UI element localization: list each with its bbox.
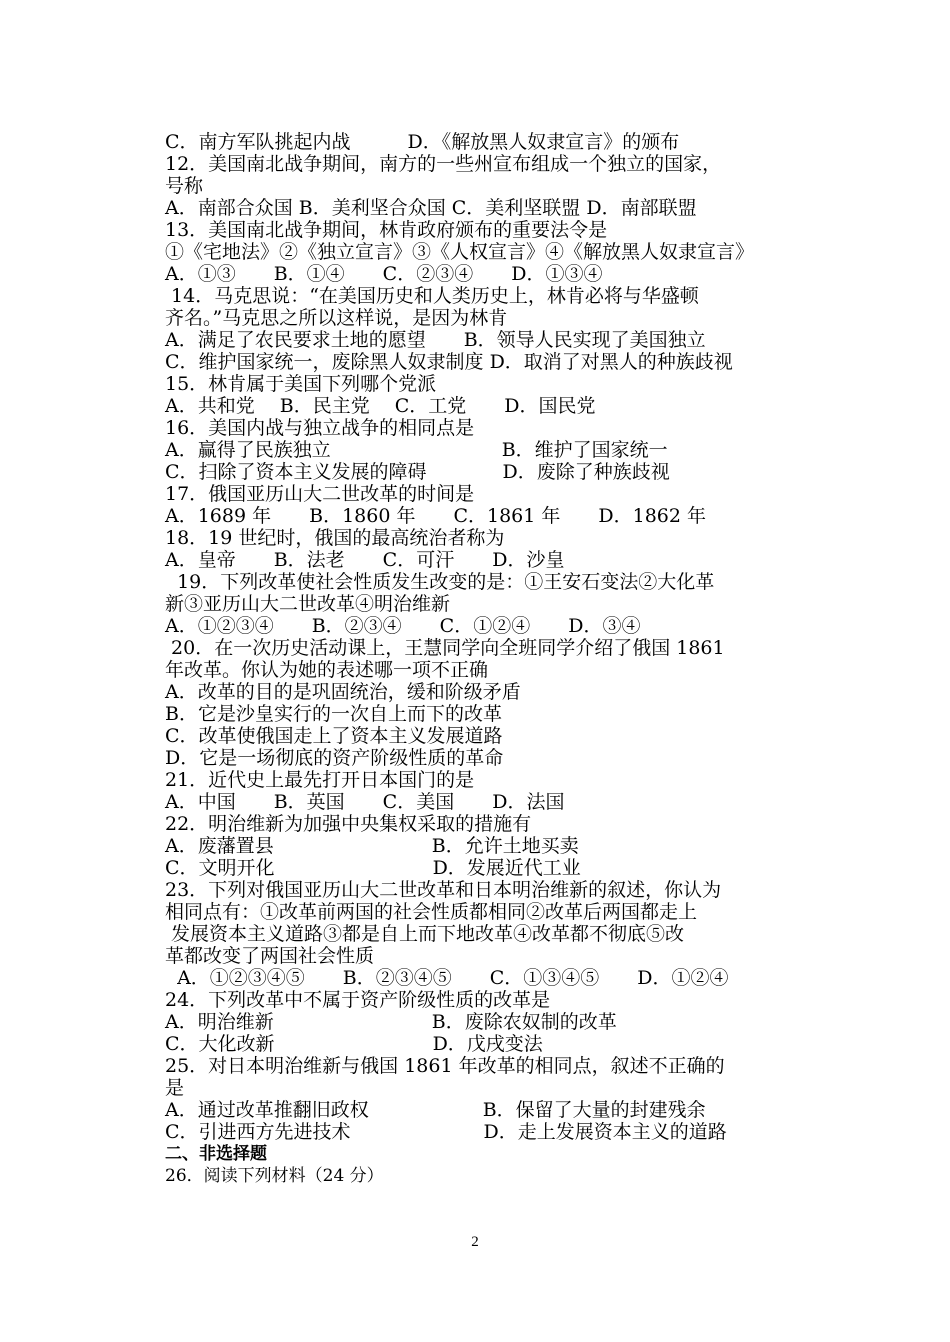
text-line: 23．下列对俄国亚历山大二世改革和日本明治维新的叙述，你认为	[165, 879, 722, 901]
text-line: A．改革的目的是巩固统治，缓和阶级矛盾	[165, 681, 521, 703]
text-line: 21．近代史上最先打开日本国门的是	[165, 769, 475, 791]
text-line: A．1689 年 B．1860 年 C．1861 年 D．1862 年	[165, 505, 707, 527]
text-line: 齐名。”马克思之所以这样说，是因为林肯	[165, 307, 508, 329]
text-line: 相同点有：①改革前两国的社会性质都相同②改革后两国都走上	[165, 901, 698, 923]
text-line: A．南部合众国 B．美利坚合众国 C．美利坚联盟 D．南部联盟	[165, 197, 697, 219]
text-line: 18．19 世纪时，俄国的最高统治者称为	[165, 527, 505, 549]
text-line: 22．明治维新为加强中央集权采取的措施有	[165, 813, 532, 835]
text-line: A．满足了农民要求土地的愿望 B．领导人民实现了美国独立	[165, 329, 706, 351]
exam-content	[165, 131, 805, 1187]
text-line: C．维护国家统一，废除黑人奴隶制度 D．取消了对黑人的种族歧视	[165, 351, 733, 373]
text-line: A．赢得了民族独立 B．维护了国家统一	[165, 439, 668, 461]
text-line: 25．对日本明治维新与俄国 1861 年改革的相同点，叙述不正确的	[165, 1055, 725, 1077]
text-line: 19．下列改革使社会性质发生改变的是：①王安石变法②大化革	[165, 571, 715, 593]
section-heading: 二、非选择题	[165, 1144, 267, 1164]
text-line: 14．马克思说：“在美国历史和人类历史上，林肯必将与华盛顿	[165, 285, 699, 307]
text-line: 17．俄国亚历山大二世改革的时间是	[165, 483, 475, 505]
text-line: A．皇帝 B．法老 C．可汗 D．沙皇	[165, 549, 565, 571]
text-line: C．南方军队挑起内战 D．《解放黑人奴隶宣言》的颁布	[165, 131, 680, 153]
text-line: D．它是一场彻底的资产阶级性质的革命	[165, 747, 504, 769]
text-line: 是	[165, 1077, 185, 1099]
text-line: B．它是沙皇实行的一次自上而下的改革	[165, 703, 502, 725]
text-line: A．①③ B．①④ C．②③④ D．①③④	[165, 263, 603, 285]
text-line: 20．在一次历史活动课上，王慧同学向全班同学介绍了俄国 1861	[165, 637, 725, 659]
text-line: C．扫除了资本主义发展的障碍 D．废除了种族歧视	[165, 461, 670, 483]
text-line: A．通过改革推翻旧政权 B．保留了大量的封建残余	[165, 1099, 706, 1121]
text-line: A．废藩置县 B．允许土地买卖	[165, 835, 579, 857]
text-line: 15．林肯属于美国下列哪个党派	[165, 373, 437, 395]
text-line: A．①②③④ B．②③④ C．①②④ D．③④	[165, 615, 641, 637]
text-line: 12．美国南北战争期间，南方的一些州宣布组成一个独立的国家，	[165, 153, 722, 175]
text-line: 革都改变了两国社会性质	[165, 945, 375, 967]
text-line: 号称	[165, 175, 204, 197]
text-line: 13．美国南北战争期间，林肯政府颁布的重要法令是	[165, 219, 608, 241]
text-line: 年改革。你认为她的表述哪一项不正确	[165, 659, 489, 681]
text-line: A．共和党 B．民主党 C．工党 D．国民党	[165, 395, 596, 417]
text-line: 16．美国内战与独立战争的相同点是	[165, 417, 475, 439]
text-line: A．明治维新 B．废除农奴制的改革	[165, 1011, 617, 1033]
text-line: C．引进西方先进技术 D．走上发展资本主义的道路	[165, 1121, 727, 1143]
text-line: A．①②③④⑤ B．②③④⑤ C．①③④⑤ D．①②④	[165, 967, 729, 989]
text-line: A．中国 B．英国 C．美国 D．法国	[165, 791, 565, 813]
text-line: ①《宅地法》②《独立宣言》③《人权宣言》④《解放黑人奴隶宣言》	[165, 241, 755, 263]
text-line: C．文明开化 D．发展近代工业	[165, 857, 581, 879]
text-line: C．改革使俄国走上了资本主义发展道路	[165, 725, 503, 747]
page-number: 2	[471, 1234, 479, 1250]
text-line: 新③亚历山大二世改革④明治维新	[165, 593, 451, 615]
question-26: 26．阅读下列材料（24 分）	[165, 1166, 384, 1186]
text-line: 24．下列改革中不属于资产阶级性质的改革是	[165, 989, 551, 1011]
text-line: C．大化改新 D．戊戌变法	[165, 1033, 543, 1055]
text-line: 发展资本主义道路③都是自上而下地改革④改革都不彻底⑤改	[165, 923, 685, 945]
